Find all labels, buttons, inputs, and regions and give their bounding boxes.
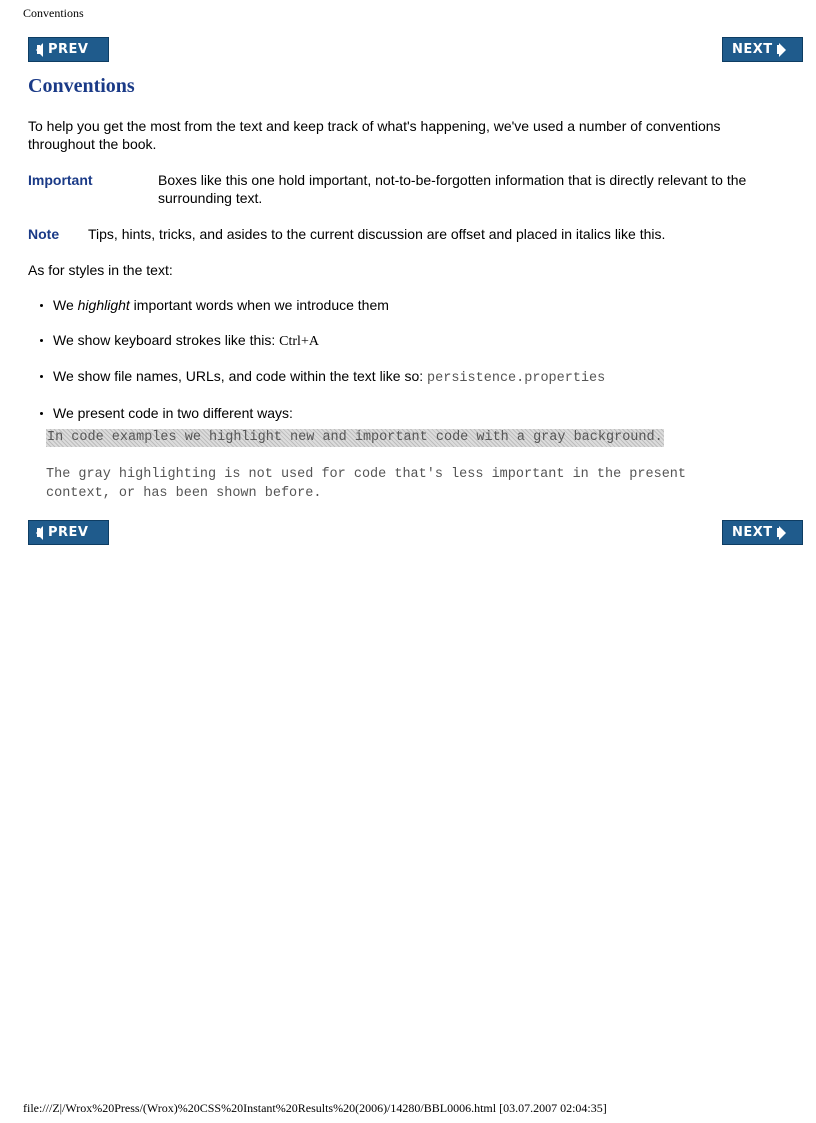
- arrow-right-icon: [779, 526, 786, 540]
- next-button-top[interactable]: [722, 37, 803, 62]
- prev-label: PREV: [48, 525, 89, 540]
- page-header-title: Conventions: [23, 6, 84, 20]
- bullet-icon: [40, 304, 43, 307]
- code-plain-line-1: The gray highlighting is not used for code that's less important in the present: [46, 467, 687, 482]
- prev-button-bottom[interactable]: [28, 520, 109, 545]
- code-highlighted: In code examples we highlight new and important code with a gray background.: [47, 430, 663, 445]
- next-label: NEXT: [732, 525, 773, 540]
- bullet-icon: [40, 339, 43, 342]
- list-item: We present code in two different ways:: [40, 404, 293, 422]
- intro-paragraph: To help you get the most from the text and keep track of what's happening, we've used a number of conventions throughout the book.: [28, 118, 721, 152]
- page-title: Conventions: [28, 75, 135, 97]
- note-text: Tips, hints, tricks, and asides to the current discussion are offset and placed in italics like this.: [88, 226, 666, 242]
- styles-intro: As for styles in the text:: [28, 262, 173, 278]
- keyboard-stroke: Ctrl+A: [279, 334, 319, 349]
- footer-path: file:///Z|/Wrox%20Press/(Wrox)%20CSS%20Instant%20Results%20(2006)/14280/BBL0006.html [03.07.2007 02:04:35]: [23, 1101, 607, 1115]
- next-bar-icon: [777, 528, 780, 537]
- next-bar-icon: [777, 45, 780, 54]
- bullet-icon: [40, 375, 43, 378]
- note-label: Note: [28, 226, 60, 242]
- arrow-left-icon: [36, 526, 43, 540]
- bullet-icon: [40, 412, 43, 415]
- list-item: We highlight important words when we introduce them: [40, 296, 389, 314]
- arrow-right-icon: [779, 43, 786, 57]
- arrow-left-icon: [36, 43, 43, 57]
- code-plain-line-2: context, or has been shown before.: [46, 486, 322, 501]
- important-label: Important: [28, 172, 93, 188]
- important-text: Boxes like this one hold important, not-to-be-forgotten information that is directly relevant to the surrounding text.: [158, 172, 747, 206]
- list-item: We show keyboard strokes like this: Ctrl+A: [40, 331, 319, 351]
- list-item: We show file names, URLs, and code within the text like so: persistence.properties: [40, 367, 605, 388]
- next-button-bottom[interactable]: [722, 520, 803, 545]
- prev-label: PREV: [48, 42, 89, 57]
- prev-button-top[interactable]: [28, 37, 109, 62]
- next-label: NEXT: [732, 42, 773, 57]
- inline-code: persistence.properties: [427, 371, 606, 386]
